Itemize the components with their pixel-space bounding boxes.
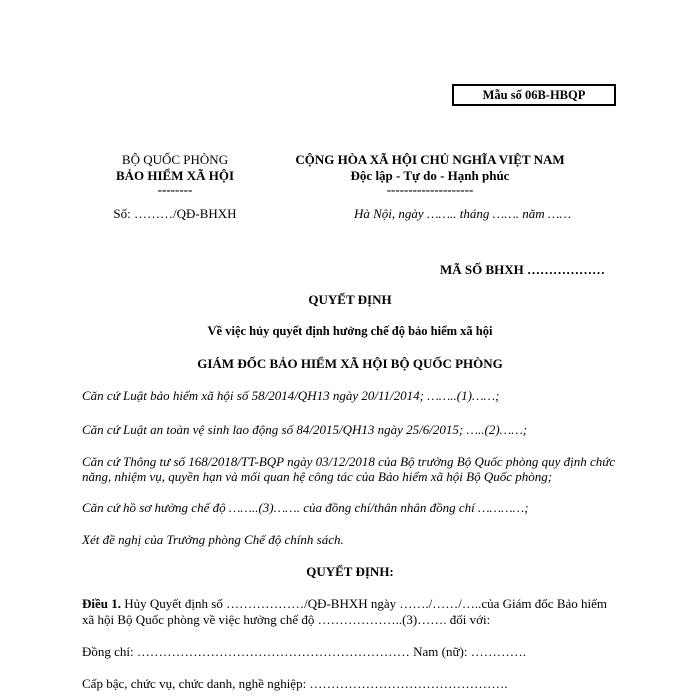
article-1-text: Hủy Quyết định số ………………/QĐ-BHXH ngày ……./……/…..của Giám đốc Bảo hiểm xã hội Bộ Quốc phòng về việc hưởng chế độ ………………..(3)……. đối với:	[82, 596, 608, 627]
legal-basis-3: Căn cứ Thông tư số 168/2018/TT-BQP ngày 03/12/2018 của Bộ trưởng Bộ Quốc phòng quy định chức năng, nhiệm vụ, quyền hạn và mối quan hệ công tác của Bảo hiểm xã hội Bộ Quốc phòng;	[82, 454, 616, 484]
document-subtitle: Về việc hủy quyết định hưởng chế độ bảo hiểm xã hội	[207, 324, 493, 338]
document-title: QUYẾT ĐỊNH	[308, 292, 392, 307]
decision-number: Số: ………/QĐ-BHXH	[113, 206, 237, 221]
country-name: CỘNG HÒA XÃ HỘI CHỦ NGHĨA VIỆT NAM	[295, 152, 565, 167]
legal-basis-5: Xét đề nghị của Trưởng phòng Chế độ chính sách.	[82, 532, 344, 547]
place-date: Hà Nội, ngày …….. tháng ……. năm ……	[354, 206, 572, 221]
form-code-box: Mẫu số 06B-HBQP	[452, 84, 616, 106]
right-header-rule: --------------------	[386, 182, 474, 197]
article-1	[82, 596, 622, 628]
left-header-rule: --------	[157, 182, 193, 197]
national-motto: Độc lập - Tự do - Hạnh phúc	[350, 168, 510, 183]
ministry-name: BỘ QUỐC PHÒNG	[121, 152, 229, 167]
legal-basis-2: Căn cứ Luật an toàn vệ sinh lao động số 84/2015/QH13 ngày 25/6/2015; …..(2)……;	[82, 422, 528, 437]
legal-basis-4: Căn cứ hồ sơ hưởng chế độ ……..(3)……. của đồng chí/thân nhân đồng chí …………;	[82, 500, 529, 515]
issuing-authority: GIÁM ĐỐC BẢO HIỂM XÃ HỘI BỘ QUỐC PHÒNG	[197, 356, 503, 371]
article-1-label: Điều 1.	[82, 596, 121, 611]
rank-field: Cấp bậc, chức vụ, chức danh, nghề nghiệp: ……………………………………….	[82, 676, 508, 691]
bhxh-code: MÃ SỐ BHXH ………………	[440, 262, 606, 277]
decision-heading: QUYẾT ĐỊNH:	[306, 564, 394, 579]
comrade-field: Đồng chí: ……………………………………………………… Nam (nữ): ………….	[82, 644, 526, 659]
agency-name: BẢO HIỂM XÃ HỘI	[115, 168, 235, 183]
legal-basis-1: Căn cứ Luật bảo hiểm xã hội số 58/2014/QH13 ngày 20/11/2014; ……..(1)……;	[82, 388, 500, 403]
